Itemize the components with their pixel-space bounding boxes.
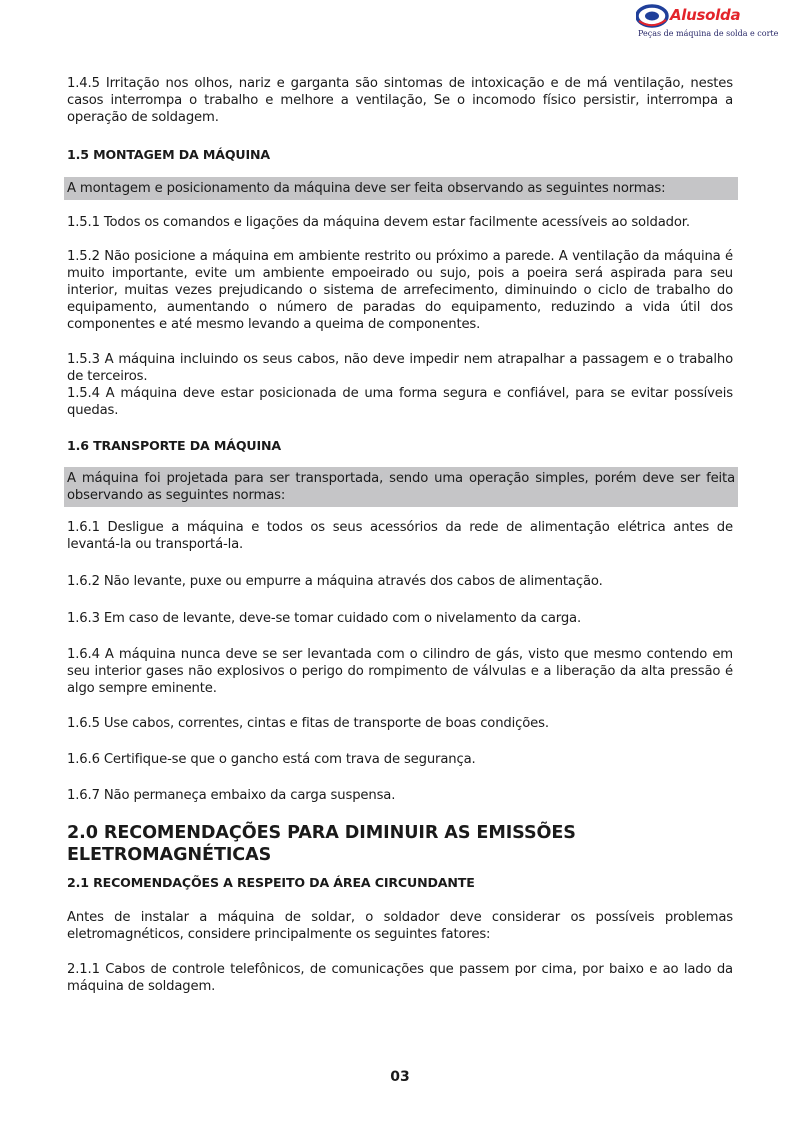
paragraph-1-6-1: 1.6.1 Desligue a máquina e todos os seus acessórios da rede de alimentação elétrica antes de levantá-la ou transportá-la.: [67, 520, 733, 552]
heading-2-1: 2.1 RECOMENDAÇÕES A RESPEITO DA ÁREA CIRCUNDANTE: [67, 875, 475, 890]
paragraph-1-5-1: 1.5.1 Todos os comandos e ligações da máquina devem estar facilmente acessíveis ao soldador.: [67, 215, 690, 230]
paragraph-2-1-intro: Antes de instalar a máquina de soldar, o soldador deve considerar os possíveis problemas eletromagnéticos, considere principalmente os seguintes fatores:: [67, 910, 733, 942]
heading-1-6: 1.6 TRANSPORTE DA MÁQUINA: [67, 438, 282, 453]
highlight-box-1-5: [64, 177, 738, 200]
alusolda-logo-icon: [636, 4, 670, 28]
logo-tagline: Peças de máquina de solda e corte: [638, 29, 779, 38]
highlight-text-1-5: A montagem e posicionamento da máquina deve ser feita observando as seguintes normas:: [67, 181, 666, 196]
paragraph-1-6-4: 1.6.4 A máquina nunca deve se ser levantada com o cilindro de gás, visto que mesmo contendo em seu interior gases não explosivos o perigo do rompimento de válvulas e a liberação da alta pressão é algo sempre eminente.: [67, 647, 733, 696]
heading-1-5: 1.5 MONTAGEM DA MÁQUINA: [67, 147, 271, 162]
logo-name: Alusolda: [670, 6, 741, 24]
paragraph-1-6-3: 1.6.3 Em caso de levante, deve-se tomar cuidado com o nivelamento da carga.: [67, 611, 582, 626]
heading-2-0: 2.0 RECOMENDAÇÕES PARA DIMINUIR AS EMISSÕES ELETROMAGNÉTICAS: [67, 823, 576, 865]
brand-logo: [632, 2, 792, 42]
paragraph-1-6-5: 1.6.5 Use cabos, correntes, cintas e fitas de transporte de boas condições.: [67, 716, 549, 731]
document-body: [67, 75, 733, 995]
paragraph-1-6-6: 1.6.6 Certifique-se que o gancho está com trava de segurança.: [67, 752, 476, 767]
highlight-box-1-6: [64, 467, 738, 507]
paragraph-1-6-7: 1.6.7 Não permaneça embaixo da carga suspensa.: [67, 788, 396, 803]
paragraph-2-1-1: 2.1.1 Cabos de controle telefônicos, de comunicações que passem por cima, por baixo e ao lado da máquina de soldagem.: [67, 962, 733, 994]
page-number: 03: [390, 1069, 410, 1085]
highlight-text-1-6: A máquina foi projetada para ser transportada, sendo uma operação simples, porém deve ser feita observando as seguintes normas:: [67, 471, 735, 503]
paragraph-1-6-2: 1.6.2 Não levante, puxe ou empurre a máquina através dos cabos de alimentação.: [67, 574, 603, 589]
paragraph-1-5-4: 1.5.4 A máquina deve estar posicionada de uma forma segura e confiável, para se evitar possíveis quedas.: [67, 386, 733, 418]
paragraph-1-5-2: 1.5.2 Não posicione a máquina em ambiente restrito ou próximo a parede. A ventilação da máquina é muito importante, evite um ambiente empoeirado ou sujo, pois a poeira será aspirada para seu interior, muitas vezes prejudicando o sistema de arrefecimento, diminuindo o ciclo de trabalho do equipamento, aumentando o número de paradas do equipamento, reduzindo a vida útil dos componentes e até mesmo levando a queima de componentes.: [67, 249, 733, 332]
paragraph-1-5-3: 1.5.3 A máquina incluindo os seus cabos, não deve impedir nem atrapalhar a passagem e o trabalho de terceiros.: [67, 352, 733, 384]
paragraph-1-4-5: 1.4.5 Irritação nos olhos, nariz e garganta são sintomas de intoxicação e de má ventilação, nestes casos interrompa o trabalho e melhore a ventilação, Se o incomodo físico persistir, interrompa a operação de soldagem.: [67, 76, 733, 125]
